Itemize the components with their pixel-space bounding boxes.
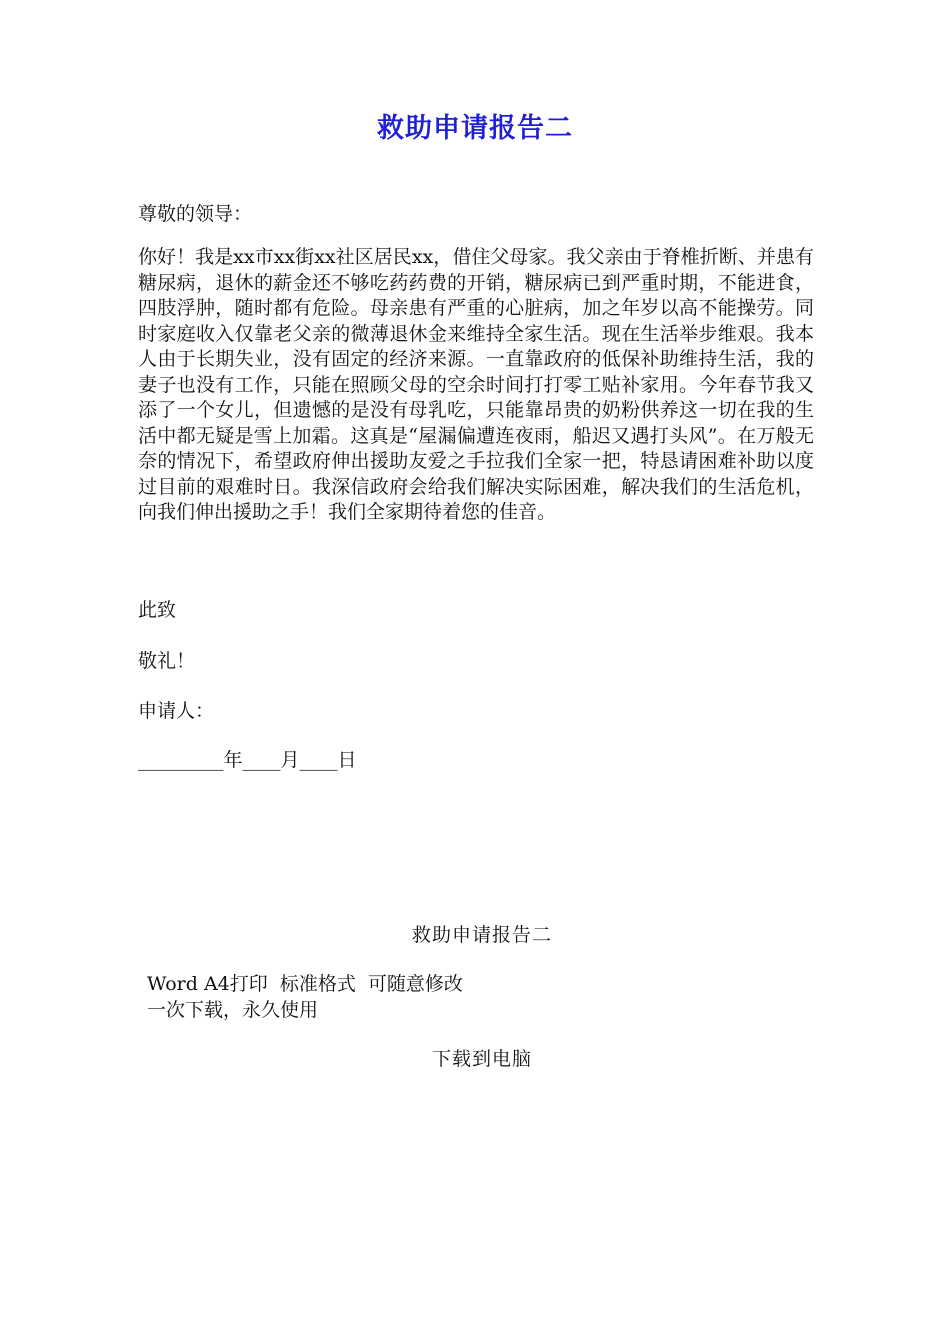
promo-features: Word A4打印 标准格式 可随意修改 [147, 973, 463, 995]
page-title: 救助申请报告二 [377, 113, 573, 144]
closing-line-1: 此致 [138, 599, 177, 621]
salutation: 尊敬的领导： [138, 203, 253, 225]
letter-body: 你好！我是xx市xx街xx社区居民xx，借住父母家。我父亲由于脊椎折断、并患有糖尿病，退休的薪金还不够吃药药费的开销，糖尿病已到严重时期，不能进食，四肢浮肿，随时都有危险。母亲患有严重的心脏病，加之年岁以高不能操劳。同时家庭收入仅靠老父亲的微薄退休金来维持全家生活。现在生活举步维艰。我本人由于长期失业，没有固定的经济来源。一直靠政府的低保补助维持生活，我的妻子也没有工作，只能在照顾父母的空余时间打打零工贴补家用。今年春节我又添了一个女儿，但遗憾的是没有母乳吃，只能靠昂贵的奶粉供养这一切在我的生活中都无疑是雪上加霜。这真是“屋漏偏遭连夜雨，船迟又遇打头风”。在万般无奈的情况下，希望政府伸出援助友爱之手拉我们全家一把，特恳请困难补助以度过目前的艰难时日。我深信政府会给我们解决实际困难，解决我们的生活危机，向我们伸出援助之手！我们全家期待着您的佳音。 [138, 246, 814, 523]
promo-usage: 一次下载，永久使用 [147, 999, 319, 1021]
footer-title: 救助申请报告二 [411, 924, 552, 946]
date-line: _________年____月____日 [138, 749, 357, 771]
download-to-computer-link[interactable]: 下载到电脑 [431, 1048, 532, 1070]
applicant-label: 申请人： [138, 700, 215, 722]
closing-line-2: 敬礼！ [138, 650, 196, 672]
